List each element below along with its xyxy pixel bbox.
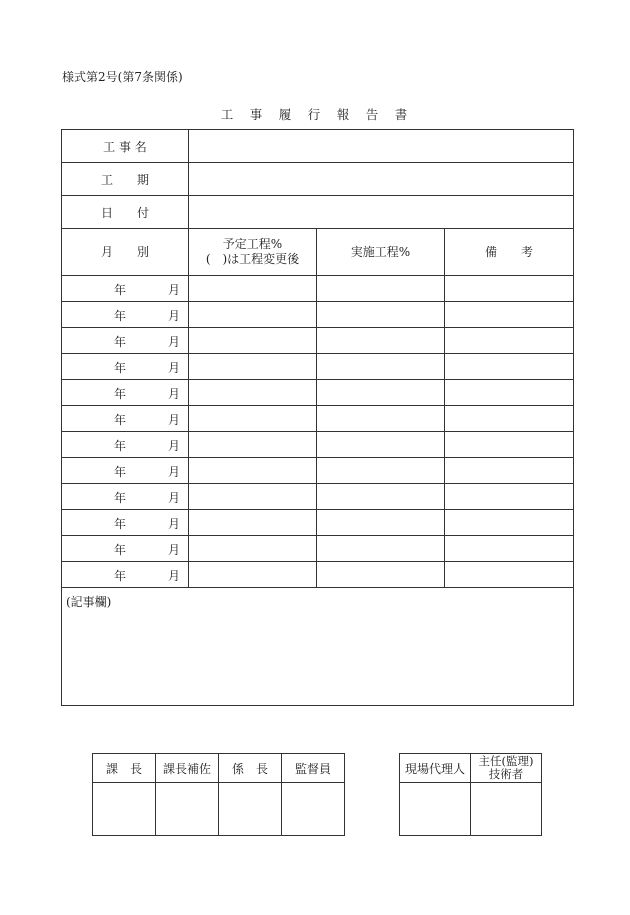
planned-progress-note: ( )は工程変更後	[205, 252, 300, 266]
column-header-row	[62, 229, 574, 276]
notes-label: (記事欄)	[66, 595, 112, 609]
year-label: 年	[114, 283, 127, 297]
month-row	[62, 276, 574, 302]
remarks-cell[interactable]	[445, 380, 574, 406]
month-label: 月	[167, 491, 180, 505]
actual-progress-cell[interactable]	[317, 432, 445, 458]
month-label: 月	[167, 569, 180, 583]
planned-progress-cell[interactable]	[189, 302, 317, 328]
month-label: 月	[167, 543, 180, 557]
month-column-header: 月 別	[62, 229, 189, 276]
month-label: 月	[167, 517, 180, 531]
actual-progress-cell[interactable]	[317, 302, 445, 328]
stamp-box-site-agent[interactable]	[400, 783, 471, 836]
month-label: 月	[167, 439, 180, 453]
planned-progress-cell[interactable]	[189, 432, 317, 458]
notes-field[interactable]	[62, 588, 574, 706]
actual-progress-cell[interactable]	[317, 536, 445, 562]
progress-report-table	[61, 129, 574, 706]
planned-progress-label: 予定工程%	[222, 237, 283, 251]
month-label: 月	[167, 335, 180, 349]
year-label: 年	[114, 361, 127, 375]
month-cell[interactable]	[62, 380, 189, 406]
planned-progress-cell[interactable]	[189, 354, 317, 380]
month-cell[interactable]	[62, 510, 189, 536]
month-row	[62, 510, 574, 536]
remarks-cell[interactable]	[445, 458, 574, 484]
remarks-header: 備 考	[445, 229, 574, 276]
approval-header-section-chief: 課 長	[93, 754, 156, 783]
document-title: 工 事 履 行 報 告 書	[220, 107, 410, 122]
month-cell[interactable]	[62, 432, 189, 458]
planned-progress-cell[interactable]	[189, 562, 317, 588]
stamp-box-chief-engineer[interactable]	[471, 783, 542, 836]
month-row	[62, 380, 574, 406]
remarks-cell[interactable]	[445, 536, 574, 562]
month-cell[interactable]	[62, 458, 189, 484]
approval-stamps-contractor	[399, 753, 542, 836]
actual-progress-cell[interactable]	[317, 510, 445, 536]
month-cell[interactable]	[62, 276, 189, 302]
month-row	[62, 302, 574, 328]
planned-progress-cell[interactable]	[189, 406, 317, 432]
month-row	[62, 562, 574, 588]
actual-progress-cell[interactable]	[317, 406, 445, 432]
actual-progress-cell[interactable]	[317, 484, 445, 510]
planned-progress-cell[interactable]	[189, 328, 317, 354]
approval-header-deputy-chief: 課長補佐	[156, 754, 219, 783]
period-label: 工 期	[62, 163, 189, 196]
month-cell[interactable]	[62, 484, 189, 510]
planned-progress-cell[interactable]	[189, 510, 317, 536]
month-cell[interactable]	[62, 536, 189, 562]
project-name-label: 工 事 名	[62, 130, 189, 163]
month-row	[62, 458, 574, 484]
actual-progress-cell[interactable]	[317, 562, 445, 588]
month-label: 月	[167, 309, 180, 323]
month-cell[interactable]	[62, 562, 189, 588]
year-label: 年	[114, 439, 127, 453]
month-label: 月	[167, 361, 180, 375]
planned-progress-cell[interactable]	[189, 458, 317, 484]
remarks-cell[interactable]	[445, 510, 574, 536]
approval-header-supervisor: 監督員	[282, 754, 345, 783]
year-label: 年	[114, 413, 127, 427]
month-cell[interactable]	[62, 302, 189, 328]
actual-progress-cell[interactable]	[317, 276, 445, 302]
month-row	[62, 536, 574, 562]
month-label: 月	[167, 465, 180, 479]
remarks-cell[interactable]	[445, 276, 574, 302]
remarks-cell[interactable]	[445, 354, 574, 380]
month-cell[interactable]	[62, 354, 189, 380]
month-row	[62, 406, 574, 432]
remarks-cell[interactable]	[445, 562, 574, 588]
stamp-box-deputy-chief[interactable]	[156, 783, 219, 836]
date-label: 日 付	[62, 196, 189, 229]
actual-progress-cell[interactable]	[317, 354, 445, 380]
actual-progress-cell[interactable]	[317, 458, 445, 484]
form-number: 様式第2号(第7条関係)	[62, 70, 183, 84]
remarks-cell[interactable]	[445, 406, 574, 432]
year-label: 年	[114, 517, 127, 531]
chief-engineer-line2: 技術者	[488, 767, 524, 781]
month-cell[interactable]	[62, 406, 189, 432]
planned-progress-cell[interactable]	[189, 380, 317, 406]
approval-stamps-office	[92, 753, 345, 836]
year-label: 年	[114, 387, 127, 401]
remarks-cell[interactable]	[445, 328, 574, 354]
approval-header-site-agent: 現場代理人	[400, 754, 471, 783]
project-name-field[interactable]	[189, 130, 574, 163]
period-field[interactable]	[189, 163, 574, 196]
month-row	[62, 354, 574, 380]
remarks-cell[interactable]	[445, 302, 574, 328]
month-cell[interactable]	[62, 328, 189, 354]
year-label: 年	[114, 309, 127, 323]
stamp-box-section-chief[interactable]	[93, 783, 156, 836]
remarks-cell[interactable]	[445, 432, 574, 458]
actual-progress-cell[interactable]	[317, 380, 445, 406]
month-row	[62, 484, 574, 510]
info-row-date	[62, 196, 574, 229]
month-row	[62, 432, 574, 458]
info-row-period	[62, 163, 574, 196]
stamp-box-supervisor[interactable]	[282, 783, 345, 836]
remarks-cell[interactable]	[445, 484, 574, 510]
info-row-project-name	[62, 130, 574, 163]
year-label: 年	[114, 491, 127, 505]
month-row	[62, 328, 574, 354]
approval-header-chief-engineer	[471, 754, 542, 783]
month-label: 月	[167, 283, 180, 297]
approval-header-subsection-chief: 係 長	[219, 754, 282, 783]
planned-progress-cell[interactable]	[189, 484, 317, 510]
year-label: 年	[114, 335, 127, 349]
notes-row	[62, 588, 574, 706]
month-label: 月	[167, 413, 180, 427]
actual-progress-header: 実施工程%	[317, 229, 445, 276]
chief-engineer-line1: 主任(監理)	[478, 754, 534, 768]
year-label: 年	[114, 543, 127, 557]
month-label: 月	[167, 387, 180, 401]
stamp-box-subsection-chief[interactable]	[219, 783, 282, 836]
planned-progress-cell[interactable]	[189, 276, 317, 302]
year-label: 年	[114, 569, 127, 583]
date-field[interactable]	[189, 196, 574, 229]
actual-progress-cell[interactable]	[317, 328, 445, 354]
planned-progress-cell[interactable]	[189, 536, 317, 562]
planned-progress-header	[189, 229, 317, 276]
year-label: 年	[114, 465, 127, 479]
